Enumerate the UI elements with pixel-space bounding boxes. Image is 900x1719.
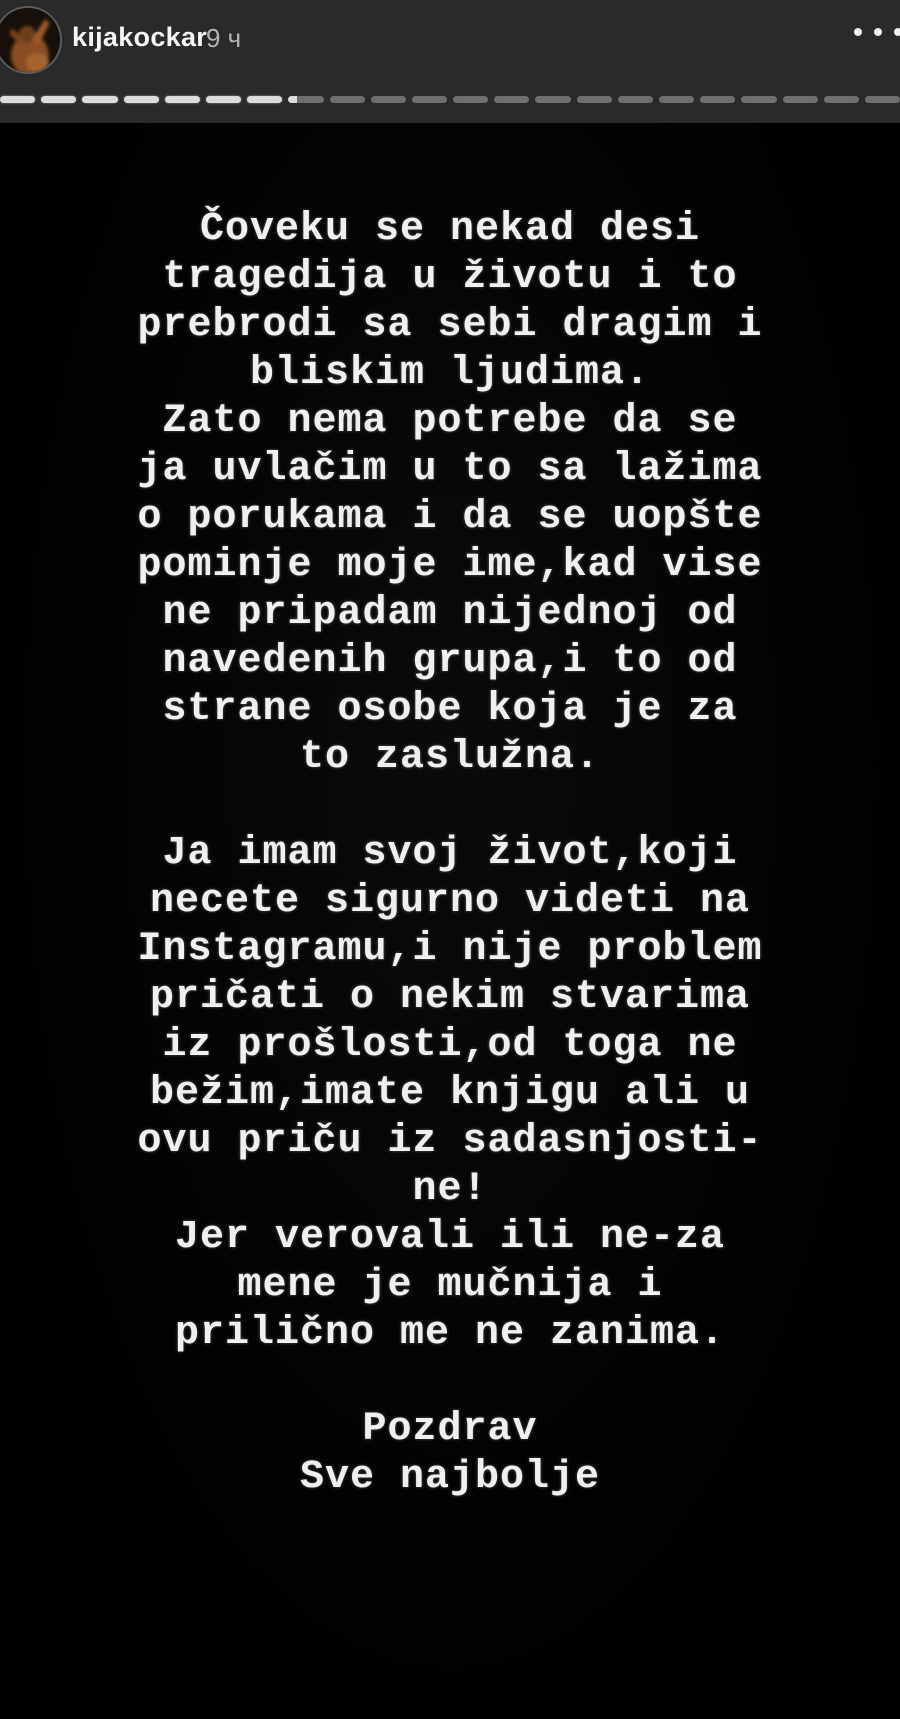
progress-segment	[535, 96, 570, 103]
story-header	[0, 0, 900, 123]
story-text-line: ja uvlačim u to sa lažima	[137, 447, 763, 492]
story-text-line: ne pripadam nijednoj od	[162, 591, 738, 636]
story-text-line: Pozdrav	[362, 1407, 538, 1452]
progress-segment	[865, 96, 900, 103]
story-text-line: iz prošlosti,od toga ne	[162, 1023, 738, 1068]
story-text-line: o porukama i da se uopšte	[137, 495, 763, 540]
progress-segment	[82, 96, 117, 103]
ellipsis-icon	[854, 28, 862, 36]
story-text-line: Sve najbolje	[299, 1455, 601, 1500]
story-text-line: bežim,imate knjigu ali u	[149, 1071, 751, 1116]
story-text-line: prebrodi sa sebi dragim i	[137, 303, 763, 348]
story-text-line: prilično me ne zanima.	[174, 1311, 726, 1356]
progress-bar	[0, 96, 900, 103]
story-text-line: bliskim ljudima.	[249, 351, 651, 396]
progress-segment	[288, 96, 323, 103]
progress-segment	[453, 96, 488, 103]
header-row	[0, 0, 900, 80]
story-text-line: Čoveku se nekad desi	[199, 207, 701, 252]
progress-segment	[124, 96, 159, 103]
progress-segment	[824, 96, 859, 103]
progress-segment	[783, 96, 818, 103]
ellipsis-icon	[894, 28, 900, 36]
progress-segment	[577, 96, 612, 103]
more-options-button[interactable]	[850, 24, 900, 40]
story-text-line	[0, 782, 900, 830]
progress-segment	[41, 96, 76, 103]
story-text-line: Jer verovali ili ne-za	[174, 1215, 726, 1260]
progress-segment	[741, 96, 776, 103]
story-text-line: strane osobe koja je za	[162, 687, 738, 732]
story-text-line: mene je mučnija i	[237, 1263, 663, 1308]
progress-segment	[206, 96, 241, 103]
progress-segment	[659, 96, 694, 103]
progress-segment	[412, 96, 447, 103]
progress-segment	[494, 96, 529, 103]
story-text-line: navedenih grupa,i to od	[162, 639, 738, 684]
story-text-line: pominje moje ime,kad vise	[137, 543, 763, 588]
ellipsis-icon	[874, 28, 882, 36]
timestamp: 9 ч	[206, 23, 242, 53]
progress-segment	[700, 96, 735, 103]
story-text-line: Zato nema potrebe da se	[162, 399, 738, 444]
story-text-line: tragedija u životu i to	[162, 255, 738, 300]
progress-segment	[0, 96, 35, 103]
avatar-image	[0, 8, 60, 72]
story-text-line: pričati o nekim stvarima	[149, 975, 751, 1020]
progress-segment	[330, 96, 365, 103]
progress-segment	[165, 96, 200, 103]
story-text-line: to zaslužna.	[299, 735, 601, 780]
story-text-line: necete sigurno videti na	[149, 879, 751, 924]
story-text-line	[0, 1358, 900, 1406]
story-text	[0, 206, 900, 1502]
username[interactable]: kijakockar	[72, 22, 208, 52]
progress-segment	[247, 96, 282, 103]
story-text-line: Ja imam svoj život,koji	[162, 831, 738, 876]
story-text-line: ne!	[412, 1167, 488, 1212]
avatar[interactable]	[0, 6, 62, 74]
progress-segment	[371, 96, 406, 103]
progress-segment	[618, 96, 653, 103]
story-text-line: ovu priču iz sadasnjosti-	[137, 1119, 763, 1164]
story-text-line: Instagramu,i nije problem	[137, 927, 763, 972]
